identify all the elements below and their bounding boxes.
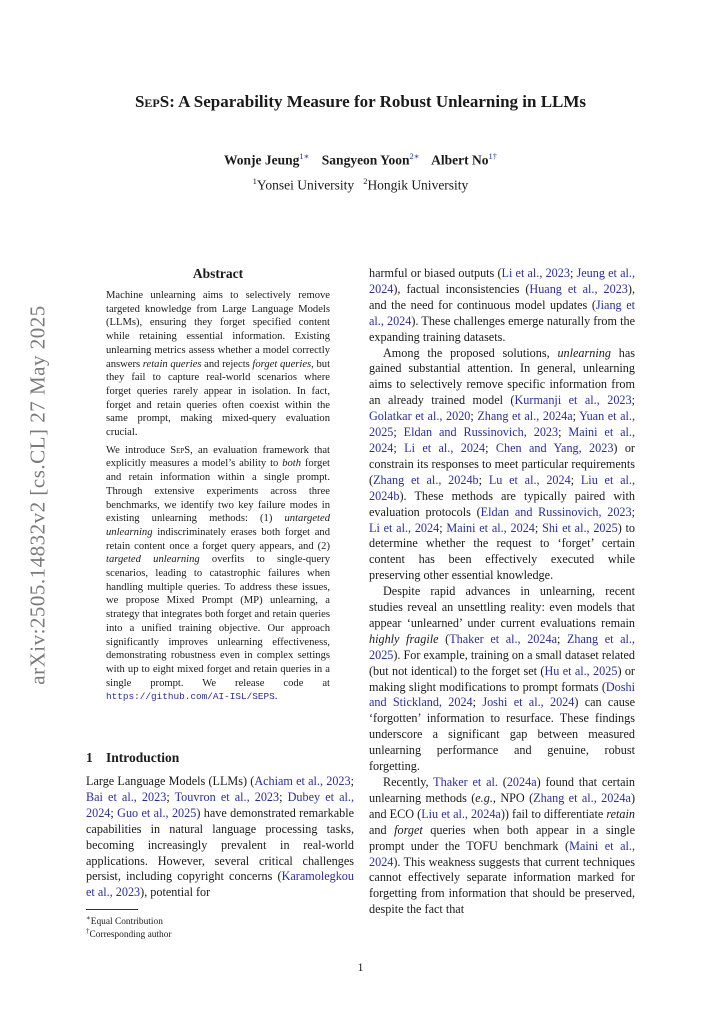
section-title: Introduction (106, 750, 180, 765)
body-paragraph: Despite rapid advances in unlearning, recent studies reveal an unsettling reality: even models that appear ‘unlearned’ under current evaluations remain highly fragile (Thaker et al., 2024a; Zhang et al., 2025). For example, training on a small dataset related (but not identical) to the forget set (Hu et al., 2025) or making slight modifications to prompt formats (Doshi and Stickland, 2024; Joshi et al., 2024) can cause ‘forgotten’ information to resurface. These findings underscore a significant gap between measured unlearning performance and genuine, robust forgetting. (369, 584, 636, 774)
citation-link[interactable]: Thaker et al., 2024a (449, 631, 557, 646)
section-heading (86, 750, 356, 766)
citation-link[interactable]: Golatkar et al., 2020 (369, 409, 471, 424)
citation-link[interactable]: Zhang et al., 2024a (477, 409, 573, 424)
citation-link[interactable]: Huang et al., 2023 (529, 281, 628, 296)
citation-link[interactable]: Thaker et al. (433, 775, 498, 789)
section-number: 1 (86, 750, 93, 765)
author-name: Albert No (431, 152, 489, 168)
citation-link[interactable]: Zhang et al., 2025 (369, 631, 635, 662)
affiliation-name: Yonsei University (256, 177, 355, 193)
citation-link[interactable]: Joshi et al., 2024 (482, 695, 575, 710)
citation-link[interactable]: Achiam et al., 2023 (254, 774, 351, 788)
citation-link[interactable]: Hu et al., 2025 (544, 663, 618, 678)
citation-link[interactable]: Maini et al., 2024 (369, 838, 635, 869)
citation-link[interactable]: Maini et al., 2024 (446, 520, 535, 535)
body-paragraph: Among the proposed solutions, unlearning has gained substantial attention. In general, unlearning aims to selectively remove specific information from an already trained model (Kurmanji et al., 2023; Golatkar et al., 2020; Zhang et al., 2024a; Yuan et al., 2025; Eldan and Russinovich, 2023; Maini et al., 2024; Li et al., 2024; Chen and Yang, 2023) or constrain its responses to meet particular requirements (Zhang et al., 2024b; Lu et al., 2024; Liu et al., 2024b). These methods are typically paired with evaluation protocols (Eldan and Russinovich, 2023; Li et al., 2024; Maini et al., 2024; Shi et al., 2025) to determine whether the request to ‘forget’ certain content has been effectively executed while preserving other essential knowledge. (369, 345, 636, 583)
citation-link[interactable]: Kurmanji et al., 2023 (514, 393, 632, 408)
affiliation-list (0, 176, 721, 194)
arxiv-id: arXiv:2505.14832v2 [cs.CL] 27 May 2025 (25, 305, 50, 685)
citation-link[interactable]: Shi et al., 2025 (542, 520, 618, 535)
author-mark[interactable]: 1† (488, 151, 497, 161)
footnote-rule (86, 909, 138, 910)
author-mark[interactable]: 2∗ (409, 151, 420, 161)
affiliation-mark: 1 (252, 176, 257, 186)
citation-link[interactable]: Jeung et al., 2024 (369, 266, 636, 296)
author-mark[interactable]: 1∗ (299, 151, 310, 161)
paper-title (0, 92, 721, 112)
page-number: 1 (357, 960, 364, 974)
citation-link[interactable]: Bai et al., 2023 (86, 789, 167, 804)
author-list (0, 151, 721, 169)
footnote-text: Equal Contribution (90, 917, 163, 928)
citation-link[interactable]: Maini et al., 2024 (369, 425, 636, 455)
footnote (86, 925, 356, 941)
citation-link[interactable]: Dubey et al., 2024 (86, 789, 355, 820)
citation-link[interactable]: Yuan et al., 2025 (369, 409, 635, 440)
code-link[interactable]: https://github.com/AI-ISL/SEPS (106, 691, 275, 703)
title-rest: : A Separability Measure for Robust Unlearning in LLMs (169, 92, 587, 111)
author-name: Wonje Jeung (224, 152, 300, 168)
citation-link[interactable]: Karamolegkou et al., 2023 (86, 869, 354, 900)
footnote-mark: † (86, 927, 90, 935)
abstract-body (106, 289, 330, 708)
citation-link[interactable]: Eldan and Russinovich, 2023 (480, 504, 632, 519)
abstract-paragraph: Machine unlearning aims to selectively remove targeted knowledge from Large Language Models (LLMs), ensuring they forget specified content while retaining essential information. Existing unlearning metrics assess whether a model correctly answers retain queries and rejects forget queries, but they fail to capture real-world scenarios where forget queries rarely appear in isolation. In fact, forget and retain queries often coexist within the same prompt, making mixed-query evaluation crucial. (106, 290, 331, 439)
citation-link[interactable]: Zhang et al., 2024b (373, 472, 479, 487)
affiliation-name: Hongik University (367, 177, 469, 193)
citation-link[interactable]: Jiang et al., 2024 (369, 297, 635, 328)
citation-link[interactable]: Eldan and Russinovich, 2023 (403, 425, 559, 440)
citation-link[interactable]: Guo et al., 2025 (117, 805, 197, 820)
citation-link[interactable]: Li et al., 2024 (369, 520, 440, 535)
abstract-heading: Abstract (192, 266, 244, 281)
body-paragraph: Recently, Thaker et al. (2024a) found that certain unlearning methods (e.g., NPO (Zhang et al., 2024a) and ECO (Liu et al., 2024a)) fail to differentiate retain and forget queries when both appear in a single prompt under the TOFU benchmark (Maini et al., 2024). This weakness suggests that current techniques cannot effectively separate information marked for forgetting from information that should be preserved, despite the fact that (369, 775, 635, 917)
citation-link[interactable]: 2024a (506, 775, 537, 789)
citation-link[interactable]: Liu et al., 2024a (421, 806, 501, 821)
affiliation-mark: 2 (363, 176, 368, 186)
citation-link[interactable]: Chen and Yang, 2023 (495, 440, 614, 455)
footnote-text: Corresponding author (89, 930, 172, 941)
citation-link[interactable]: Liu et al., 2024b (369, 472, 635, 503)
right-column (369, 266, 635, 918)
footnote-mark: ∗ (86, 914, 91, 922)
citation-link[interactable]: Doshi and Stickland, 2024 (369, 679, 635, 710)
abstract-paragraph: We introduce SepS, an evaluation framework that explicitly measures a model’s ability to both forget and retain information within a single prompt. Through extensive experiments across three benchmarks, we identify two key failure modes in existing unlearning methods: (1) untargeted unlearning indiscriminately erases both forget and retain content once a forget query appears, and (2) targeted unlearning overfits to single-query scenarios, leading to catastrophic failures when handling multiple queries. To address these issues, we propose Mixed Prompt (MP) unlearning, a strategy that integrates both forget and retain queries into a unified training objective. Our approach significantly improves unlearning effectiveness, demonstrating robustness even in complex settings with up to eight mixed forget and retain queries in a single prompt. We release code at https://github.com/AI-ISL/SEPS. (106, 444, 330, 703)
title-method-name: SepS (134, 92, 170, 111)
author-name: Sangyeon Yoon (321, 152, 410, 168)
citation-link[interactable]: Li et al., 2023 (501, 266, 570, 280)
citation-link[interactable]: Touvron et al., 2023 (174, 789, 280, 804)
intro-paragraph: Large Language Models (LLMs) (Achiam et al., 2023; Bai et al., 2023; Touvron et al., 2023; Dubey et al., 2024; Guo et al., 2025) have demonstrated remarkable capabilities in natural language processing tasks, becoming increasingly prevalent in real-world applications. However, several critical challenges persist, including copyright concerns (Karamolegkou et al., 2023), potential for (86, 774, 355, 900)
citation-link[interactable]: Zhang et al., 2024a (533, 790, 631, 805)
body-paragraph: harmful or biased outputs (Li et al., 2023; Jeung et al., 2024), factual inconsistencies (Huang et al., 2023), and the need for continuous model updates (Jiang et al., 2024). These challenges emerge naturally from the expanding training datasets. (369, 266, 636, 344)
arxiv-side-stamp (18, 295, 58, 695)
citation-link[interactable]: Lu et al., 2024 (488, 472, 571, 487)
citation-link[interactable]: Li et al., 2024 (404, 440, 486, 455)
